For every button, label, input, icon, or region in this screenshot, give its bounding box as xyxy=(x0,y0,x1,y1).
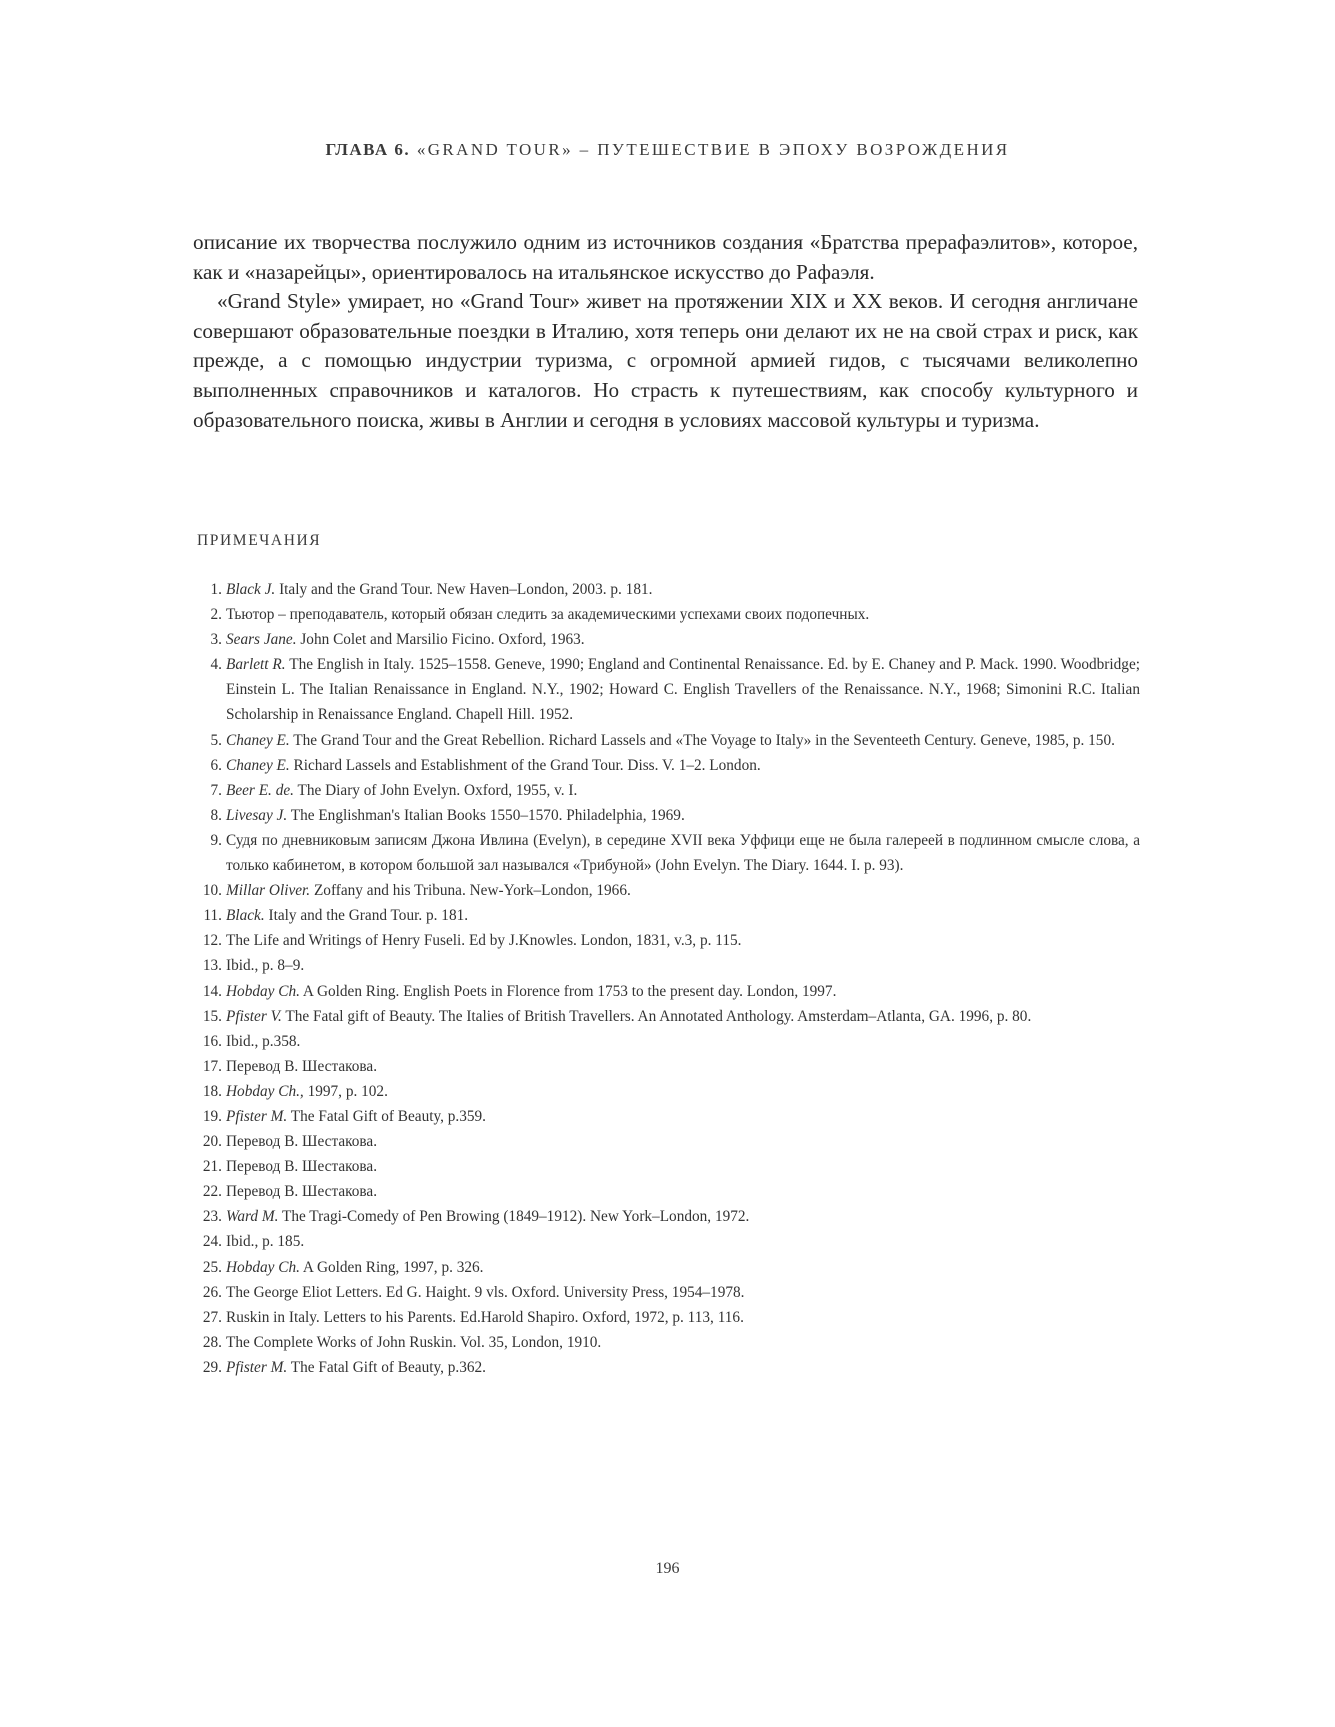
note-item xyxy=(192,652,1140,727)
note-text: The Grand Tour and the Great Rebellion. Richard Lassels and «The Voyage to Italy» in the Seventeeth Century. Geneve, 1985, p. 150. xyxy=(289,731,1115,749)
note-text: Тьютор – преподаватель, который обязан следить за академическими успехами своих подопечных. xyxy=(226,606,870,624)
note-author: Ward M. xyxy=(226,1208,279,1226)
note-item xyxy=(192,1330,1140,1355)
note-number: 1. xyxy=(210,581,222,598)
note-number: 10. xyxy=(202,882,222,900)
note-author: Millar Oliver. xyxy=(226,882,311,900)
note-text: Перевод В. Шестакова. xyxy=(226,1133,378,1151)
note-text: The Diary of John Evelyn. Oxford, 1955, v. I. xyxy=(293,781,578,799)
note-author: Pfister M. xyxy=(226,1107,288,1125)
note-author: Hobday Ch., xyxy=(226,1082,304,1100)
note-text: Italy and the Grand Tour. New Haven–London, 2003. p. 181. xyxy=(275,581,653,598)
note-number: 8. xyxy=(210,806,222,824)
note-item xyxy=(192,1355,1140,1380)
note-item xyxy=(192,1280,1140,1305)
note-text: Перевод В. Шестакова. xyxy=(226,1183,378,1201)
note-author: Pfister M. xyxy=(226,1358,288,1376)
chapter-label: ГЛАВА 6. xyxy=(325,140,411,159)
note-number: 24. xyxy=(202,1233,222,1251)
note-author: Livesay J. xyxy=(226,806,288,824)
note-text: Ruskin in Italy. Letters to his Parents. Ed.Harold Shapiro. Oxford, 1972, p. 113, 116. xyxy=(226,1308,744,1326)
note-item xyxy=(192,1204,1140,1229)
note-item xyxy=(192,928,1140,953)
notes-heading: ПРИМЕЧАНИЯ xyxy=(197,532,322,549)
note-item xyxy=(192,1054,1140,1079)
note-text: The Fatal gift of Beauty. The Italies of British Travellers. An Annotated Anthology. Amsterdam–Atlanta, GA. 1996, p. 80. xyxy=(281,1007,1032,1025)
note-number: 27. xyxy=(202,1308,222,1326)
note-item xyxy=(192,1004,1140,1029)
note-text: Перевод В. Шестакова. xyxy=(226,1158,378,1176)
note-item xyxy=(192,878,1140,903)
note-number: 21. xyxy=(202,1158,222,1176)
note-number: 23. xyxy=(202,1208,222,1226)
note-number: 17. xyxy=(202,1057,222,1075)
chapter-title: «GRAND TOUR» – ПУТЕШЕСТВИЕ В ЭПОХУ ВОЗРОЖДЕНИЯ xyxy=(416,140,1010,159)
note-number: 16. xyxy=(202,1032,222,1050)
note-item xyxy=(192,1079,1140,1104)
note-text: Richard Lassels and Establishment of the Grand Tour. Diss. V. 1–2. London. xyxy=(289,756,761,774)
note-text: The Fatal Gift of Beauty, p.359. xyxy=(287,1107,487,1125)
note-text: The Tragi-Comedy of Pen Browing (1849–1912). New York–London, 1972. xyxy=(278,1208,750,1226)
note-item xyxy=(192,979,1140,1004)
note-text: The Fatal Gift of Beauty, p.362. xyxy=(287,1358,487,1376)
note-text: Ibid., p.358. xyxy=(226,1032,301,1050)
note-item xyxy=(192,1179,1140,1204)
note-text: Italy and the Grand Tour. p. 181. xyxy=(264,907,469,925)
note-number: 12. xyxy=(202,932,222,950)
note-number: 29. xyxy=(202,1358,222,1376)
note-item xyxy=(192,577,1140,602)
note-number: 4. xyxy=(210,656,222,674)
note-number: 15. xyxy=(202,1007,222,1025)
body-text xyxy=(193,228,1138,435)
note-item xyxy=(192,1029,1140,1054)
note-item xyxy=(192,953,1140,978)
note-number: 7. xyxy=(210,781,222,799)
note-item xyxy=(192,828,1140,878)
note-item xyxy=(192,1129,1140,1154)
note-number: 20. xyxy=(202,1133,222,1151)
note-text: The English in Italy. 1525–1558. Geneve, 1990; England and Continental Renaissance. Ed. by E. Chaney and P. Mack. 1990. Woodbridge; Einstein L. The Italian Renaissance in England. N.Y., 1902; Howard C. English Travellers of the Renaissance. N.Y., 1968; Simonini R.C. Italian Scholarship in Renaissance England. Chapell Hill. 1952. xyxy=(226,656,1140,724)
note-author: Barlett R. xyxy=(226,656,286,674)
note-text: Перевод В. Шестакова. xyxy=(226,1057,378,1075)
notes-list xyxy=(192,577,1140,1380)
note-item xyxy=(192,627,1140,652)
note-text: Ibid., p. 8–9. xyxy=(226,957,305,975)
note-item xyxy=(192,602,1140,627)
note-author: Pfister V. xyxy=(226,1007,282,1025)
note-text: Ibid., p. 185. xyxy=(226,1233,305,1251)
note-item xyxy=(192,1305,1140,1330)
note-number: 11. xyxy=(203,907,222,925)
note-author: Chaney E. xyxy=(226,756,290,774)
note-number: 14. xyxy=(202,982,222,1000)
note-text: Судя по дневниковым записям Джона Ивлина (Evelyn), в середине XVII века Уффици еще не была галереей в подлинном смысле слова, а только кабинетом, в котором большой зал назывался «Трибуной» (John Evelyn. The Diary. 1644. I. p. 93). xyxy=(226,831,1140,875)
note-item xyxy=(192,778,1140,803)
note-author: Black J. xyxy=(226,581,276,598)
note-item xyxy=(192,1154,1140,1179)
note-item xyxy=(192,1229,1140,1254)
note-number: 13. xyxy=(202,957,222,975)
note-number: 25. xyxy=(202,1258,222,1276)
note-text: The George Eliot Letters. Ed G. Haight. 9 vls. Oxford. University Press, 1954–1978. xyxy=(226,1283,745,1301)
note-number: 5. xyxy=(210,731,222,749)
note-number: 3. xyxy=(210,631,222,649)
note-number: 26. xyxy=(202,1283,222,1301)
note-item xyxy=(192,903,1140,928)
note-author: Chaney E. xyxy=(226,731,290,749)
note-item xyxy=(192,1104,1140,1129)
note-text: A Golden Ring. English Poets in Florence from 1753 to the present day. London, 1997. xyxy=(299,982,837,1000)
note-item xyxy=(192,753,1140,778)
note-text: 1997, p. 102. xyxy=(303,1082,388,1100)
paragraph: описание их творчества послужило одним из источников создания «Братства прерафаэлитов», которое, как и «назарейцы», ориентировалось на итальянское искусство до Рафаэля. xyxy=(193,230,1138,284)
note-text: The Life and Writings of Henry Fuseli. Ed by J.Knowles. London, 1831, v.3, p. 115. xyxy=(226,932,742,950)
page-number: 196 xyxy=(655,1560,680,1577)
note-item xyxy=(192,1255,1140,1280)
note-author: Beer E. de. xyxy=(226,781,294,799)
note-number: 19. xyxy=(202,1107,222,1125)
note-author: Sears Jane. xyxy=(226,631,297,649)
note-item xyxy=(192,803,1140,828)
note-text: A Golden Ring, 1997, p. 326. xyxy=(299,1258,484,1276)
note-number: 2. xyxy=(210,606,222,624)
note-number: 22. xyxy=(202,1183,222,1201)
note-text: John Colet and Marsilio Ficino. Oxford, 1963. xyxy=(296,631,585,649)
paragraph: «Grand Style» умирает, но «Grand Tour» живет на протяжении XIX и XX веков. И сегодня англичане совершают образовательные поездки в Италию, хотя теперь они делают их не на свой страх и риск, как прежде, а с помощью индустрии туризма, с огромной армией гидов, с тысячами великолепно выполненных справочников и каталогов. Но страсть к путешествиям, как способу культурного и образовательного поиска, живы в Англии и сегодня в условиях массовой культуры и туризма. xyxy=(193,289,1138,432)
note-author: Black. xyxy=(226,907,265,925)
note-text: The Complete Works of John Ruskin. Vol. 35, London, 1910. xyxy=(226,1333,602,1351)
note-text: The Englishman's Italian Books 1550–1570. Philadelphia, 1969. xyxy=(287,806,685,824)
note-author: Hobday Ch. xyxy=(226,982,300,1000)
note-text: Zoffany and his Tribuna. New-York–London, 1966. xyxy=(310,882,631,900)
note-number: 6. xyxy=(210,756,222,774)
note-number: 18. xyxy=(202,1082,222,1100)
note-author: Hobday Ch. xyxy=(226,1258,300,1276)
note-number: 9. xyxy=(210,831,222,849)
note-item xyxy=(192,728,1140,753)
note-number: 28. xyxy=(202,1333,222,1351)
running-header xyxy=(0,140,1335,160)
